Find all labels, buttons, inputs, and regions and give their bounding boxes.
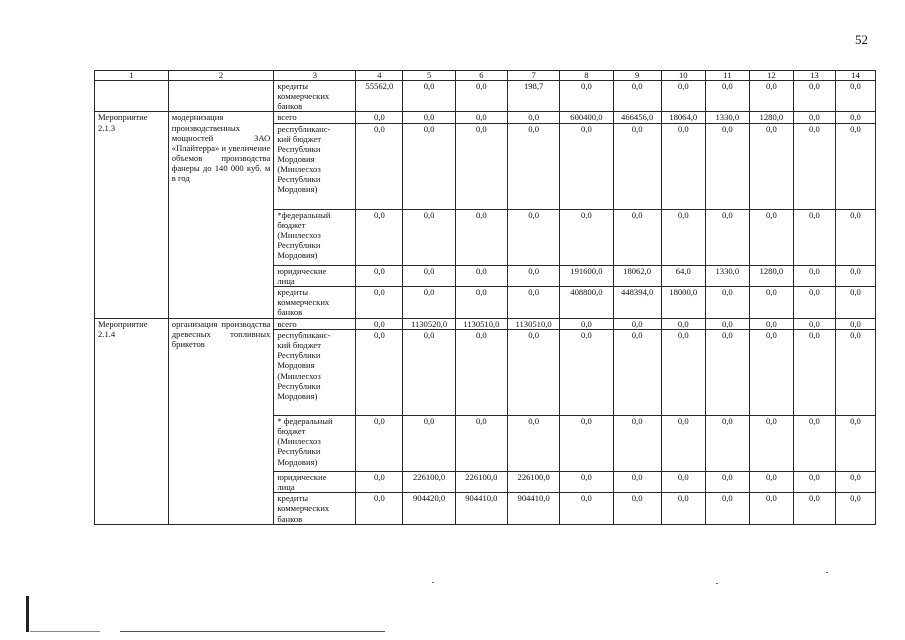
header-row (95, 71, 876, 81)
value-cell: 0,0 (613, 415, 661, 471)
value-cell: 0,0 (560, 318, 613, 329)
value-cell: 0,0 (793, 415, 835, 471)
value-cell: 0,0 (661, 415, 705, 471)
value-cell: 0,0 (403, 209, 455, 265)
value-cell: 0,0 (455, 286, 507, 318)
value-cell: 1330,0 (705, 265, 749, 286)
column-header: 1 (95, 71, 169, 81)
value-cell: 0,0 (508, 286, 560, 318)
value-cell: 0,0 (835, 123, 875, 209)
value-cell: 0,0 (356, 318, 403, 329)
value-cell: 0,0 (793, 112, 835, 123)
funding-source: республиканс- кий бюджет Республики Мордовия (Минлесхоз Республики Мордовия) (274, 329, 356, 415)
value-cell: 0,0 (613, 493, 661, 525)
value-cell: 0,0 (455, 112, 507, 123)
value-cell: 1130520,0 (403, 318, 455, 329)
value-cell: 0,0 (613, 81, 661, 112)
value-cell: 0,0 (356, 265, 403, 286)
value-cell: 0,0 (455, 123, 507, 209)
column-header: 13 (793, 71, 835, 81)
value-cell: 0,0 (705, 471, 749, 492)
column-header: 4 (356, 71, 403, 81)
value-cell: 0,0 (661, 471, 705, 492)
value-cell: 0,0 (613, 318, 661, 329)
funding-source: кредиты коммерческих банков (274, 286, 356, 318)
value-cell: 0,0 (749, 493, 793, 525)
value-cell: 600400,0 (560, 112, 613, 123)
value-cell: 0,0 (835, 318, 875, 329)
value-cell: 0,0 (356, 415, 403, 471)
source-cell: кредиты коммерческих банков (274, 81, 356, 112)
value-cell: 0,0 (613, 471, 661, 492)
value-cell: 0,0 (613, 209, 661, 265)
value-cell: 0,0 (705, 493, 749, 525)
value-cell: 0,0 (455, 329, 507, 415)
value-cell: 0,0 (835, 471, 875, 492)
value-cell: 1330,0 (705, 112, 749, 123)
value-cell: 0,0 (403, 286, 455, 318)
value-cell: 0,0 (560, 329, 613, 415)
value-cell: 0,0 (560, 415, 613, 471)
value-cell: 0,0 (749, 318, 793, 329)
value-cell: 0,0 (560, 209, 613, 265)
funding-source: юридические лица (274, 265, 356, 286)
funding-source: *федеральный бюджет (Минлесхоз Республики Мордовия) (274, 209, 356, 265)
value-cell: 0,0 (749, 81, 793, 112)
value-cell: 0,0 (793, 123, 835, 209)
column-header: 2 (168, 71, 274, 81)
value-cell: 0,0 (356, 329, 403, 415)
value-cell: 0,0 (705, 286, 749, 318)
value-cell: 191600,0 (560, 265, 613, 286)
value-cell: 0,0 (749, 415, 793, 471)
table-row (95, 112, 876, 123)
value-cell: 0,0 (749, 209, 793, 265)
value-cell: 0,0 (455, 81, 507, 112)
value-cell: 0,0 (749, 329, 793, 415)
column-header: 12 (749, 71, 793, 81)
value-cell: 0,0 (356, 209, 403, 265)
table-row (95, 318, 876, 329)
value-cell: 0,0 (356, 471, 403, 492)
value-cell: 0,0 (455, 415, 507, 471)
value-cell: 0,0 (613, 329, 661, 415)
column-header: 11 (705, 71, 749, 81)
value-cell: 0,0 (356, 123, 403, 209)
value-cell: 55562,0 (356, 81, 403, 112)
scan-margin-mark (26, 596, 29, 632)
value-cell: 18064,0 (661, 112, 705, 123)
value-cell: 0,0 (560, 471, 613, 492)
funding-source: всего (274, 112, 356, 123)
value-cell: 0,0 (403, 265, 455, 286)
value-cell: 0,0 (455, 209, 507, 265)
measure-description: модернизация производственных мощностей ЗАО «Плайтерра» и увеличение объемов производства фанеры до 140 000 куб. м в год (168, 112, 274, 318)
table-row (95, 81, 876, 112)
value-cell: 0,0 (793, 318, 835, 329)
scan-artifact-line (30, 631, 100, 632)
funding-source: кредиты коммерческих банков (274, 493, 356, 525)
value-cell: 448394,0 (613, 286, 661, 318)
value-cell: 0,0 (835, 209, 875, 265)
value-cell: 904410,0 (455, 493, 507, 525)
column-header: 9 (613, 71, 661, 81)
value-cell: 1130510,0 (508, 318, 560, 329)
value-cell: 0,0 (661, 493, 705, 525)
value-cell: 0,0 (403, 81, 455, 112)
scan-speck (716, 583, 718, 584)
value-cell: 0,0 (835, 329, 875, 415)
value-cell: 0,0 (508, 329, 560, 415)
value-cell: 0,0 (356, 493, 403, 525)
value-cell: 0,0 (793, 286, 835, 318)
column-header: 6 (455, 71, 507, 81)
column-header: 7 (508, 71, 560, 81)
value-cell: 0,0 (508, 112, 560, 123)
funding-source: * федеральный бюджет (Минлесхоз Республики Мордовия) (274, 415, 356, 471)
scan-speck (432, 582, 434, 583)
value-cell: 1130510,0 (455, 318, 507, 329)
value-cell: 0,0 (455, 265, 507, 286)
funding-source: всего (274, 318, 356, 329)
value-cell: 18000,0 (661, 286, 705, 318)
value-cell: 904410,0 (508, 493, 560, 525)
column-header: 10 (661, 71, 705, 81)
column-header: 5 (403, 71, 455, 81)
value-cell: 466456,0 (613, 112, 661, 123)
value-cell: 226100,0 (455, 471, 507, 492)
value-cell: 0,0 (835, 415, 875, 471)
value-cell: 0,0 (705, 329, 749, 415)
value-cell: 0,0 (705, 415, 749, 471)
value-cell: 0,0 (356, 112, 403, 123)
value-cell: 0,0 (835, 493, 875, 525)
value-cell: 0,0 (613, 123, 661, 209)
value-cell: 0,0 (793, 265, 835, 286)
column-header: 8 (560, 71, 613, 81)
scan-speck (826, 572, 828, 573)
value-cell: 0,0 (560, 123, 613, 209)
value-cell: 0,0 (793, 209, 835, 265)
value-cell: 0,0 (793, 81, 835, 112)
value-cell: 0,0 (749, 123, 793, 209)
value-cell: 0,0 (705, 209, 749, 265)
value-cell: 0,0 (403, 329, 455, 415)
value-cell: 0,0 (835, 81, 875, 112)
value-cell: 0,0 (508, 265, 560, 286)
value-cell: 904420,0 (403, 493, 455, 525)
value-cell: 0,0 (705, 81, 749, 112)
funding-source: юридические лица (274, 471, 356, 492)
value-cell: 0,0 (403, 415, 455, 471)
value-cell: 18062,0 (613, 265, 661, 286)
value-cell: 0,0 (661, 318, 705, 329)
value-cell: 198,7 (508, 81, 560, 112)
value-cell: 0,0 (835, 286, 875, 318)
value-cell: 64,0 (661, 265, 705, 286)
measure-label: Мероприятие 2.1.4 (95, 318, 169, 524)
value-cell: 0,0 (560, 493, 613, 525)
value-cell: 226100,0 (508, 471, 560, 492)
value-cell: 226100,0 (403, 471, 455, 492)
value-cell: 0,0 (661, 209, 705, 265)
value-cell: 0,0 (508, 209, 560, 265)
value-cell: 0,0 (560, 81, 613, 112)
funding-table (94, 70, 876, 525)
measure-description: организация производства древесных топливных брикетов (168, 318, 274, 524)
page-number: 52 (855, 32, 868, 47)
value-cell: 0,0 (749, 286, 793, 318)
value-cell: 0,0 (403, 112, 455, 123)
value-cell: 0,0 (835, 265, 875, 286)
value-cell: 0,0 (508, 415, 560, 471)
scan-artifact-line (120, 631, 385, 632)
value-cell: 0,0 (705, 123, 749, 209)
funding-source: республиканс- кий бюджет Республики Мордовия (Минлесхоз Республики Мордовия) (274, 123, 356, 209)
value-cell: 0,0 (835, 112, 875, 123)
value-cell: 0,0 (356, 286, 403, 318)
value-cell: 408800,0 (560, 286, 613, 318)
description-cell (168, 81, 274, 112)
column-header: 3 (274, 71, 356, 81)
value-cell: 0,0 (793, 329, 835, 415)
measure-cell (95, 81, 169, 112)
column-header: 14 (835, 71, 875, 81)
value-cell: 0,0 (661, 123, 705, 209)
value-cell: 0,0 (661, 329, 705, 415)
value-cell: 0,0 (403, 123, 455, 209)
measure-label: Мероприятие 2.1.3 (95, 112, 169, 318)
value-cell: 1280,0 (749, 265, 793, 286)
value-cell: 1280,0 (749, 112, 793, 123)
value-cell: 0,0 (749, 471, 793, 492)
value-cell: 0,0 (793, 471, 835, 492)
value-cell: 0,0 (508, 123, 560, 209)
value-cell: 0,0 (793, 493, 835, 525)
value-cell: 0,0 (705, 318, 749, 329)
value-cell: 0,0 (661, 81, 705, 112)
